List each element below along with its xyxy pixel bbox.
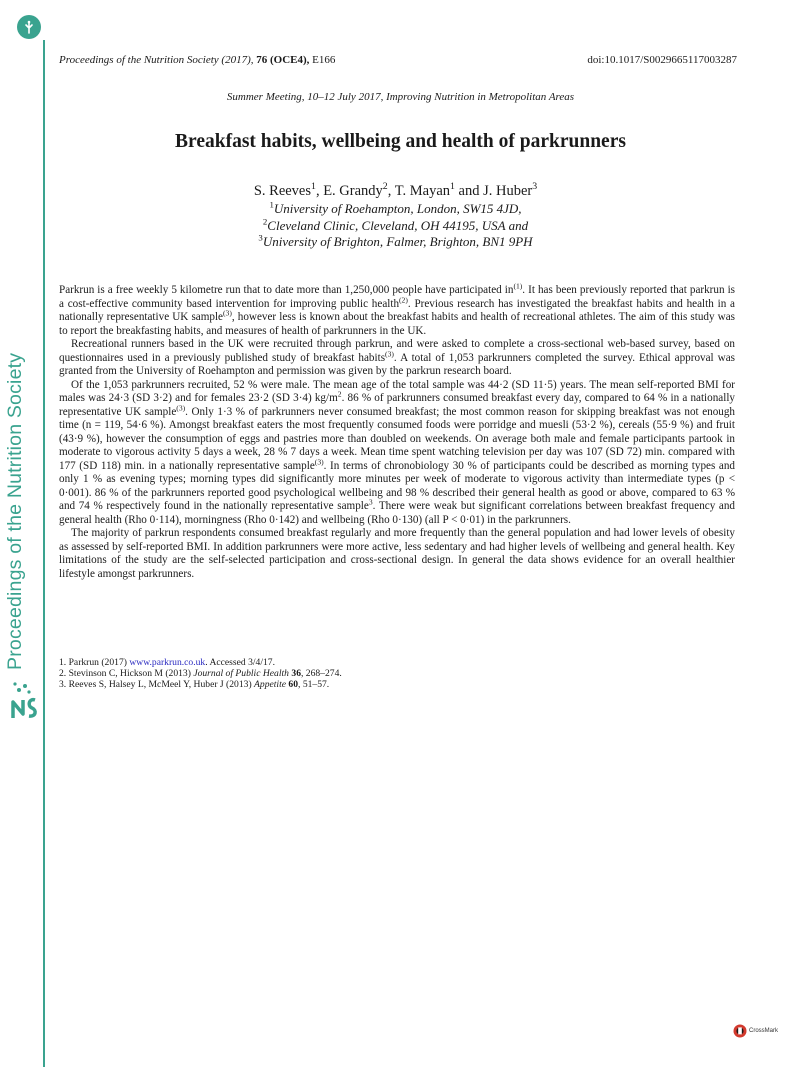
- author-separator: ,: [315, 183, 324, 199]
- ns-logo-icon: [9, 680, 39, 720]
- leaf-logo-icon: [17, 15, 41, 39]
- paragraph-conclusion: The majority of parkrun respondents consumed breakfast regularly and more frequently than the general population and had lower levels of obesity as assessed by self-reported BMI. In addition parkrunners were more active, less sedentary and had higher levels of wellbeing and general health. Key limitations of the study are the self-selected participation and cross-sectional design. In general the data shows evidence for an overall healthier lifestyle amongst parkrunners.: [59, 527, 735, 580]
- reference-item: 3. Reeves S, Halsey L, McMeel Y, Huber J (2013) Appetite 60, 51–57.: [59, 679, 330, 691]
- journal-volume: 76 (OCE4),: [256, 54, 310, 66]
- crossmark-badge[interactable]: [733, 1024, 778, 1038]
- affiliation-text: Cleveland Clinic, Cleveland, OH 44195, USA and: [267, 218, 529, 233]
- paragraph-methods: Recreational runners based in the UK were recruited through parkrun, and were asked to complete a cross-sectional web-based survey, based on questionnaires used in a previously published study of breakfast habits$^{(3)}$. A total of 1,053 parkrunners completed the survey. Ethical approval was granted from the University of Roehampton and permission was given by the parkrun research board.: [59, 338, 736, 377]
- author: J. Huber: [483, 183, 533, 199]
- crossmark-label: CrossMark: [749, 1028, 779, 1034]
- abstract-body: [59, 281, 736, 581]
- author: E. Grandy: [323, 183, 383, 199]
- author-list: [0, 183, 791, 200]
- affiliation-number: 3: [258, 232, 263, 243]
- journal-name: Proceedings of the Nutrition Society: [59, 54, 219, 66]
- paragraph-results: Of the 1,053 parkrunners recruited, 52 % were male. The mean age of the total sample was 44·2 (SD 11·5) years. The mean self-reported BMI for males was 24·3 (SD 3·2) and for females 23·2 (SD 3·4) $kg/m^2$. 86 % of parkrunners consumed breakfast every day, compared to 64 % in a nationally representative UK sample$^{(3)}$. Only 1·3 % of parkrunners never consumed breakfast; the most common reason for skipping breakfast was not enough time (n = 119, 54·6 %). Amongst breakfast eaters the most frequently consumed foods were porridge and muesli (53·2 %), cereals (55·9 %) and fruit (43·9 %), however the consumption of eggs and pastries more than doubled on weekends. On average both male and female participants partook in moderate to vigorous activity 5 days a week, 28 % 7 days a week. Mean time spent watching television per day was 107 (SD 72) min. compared with 177 (SD 118) min. in a nationally representative sample$^{(3)}$. In terms of chronobiology 30 % of participants could be described as morning types and only 1 % as evening types; morning types did significantly more minutes per week of moderate to vigorous activity than intermediate types (p < 0·001). 86 % of the parkrunners reported good psychological wellbeing and 98 % described their general health as good or above, compared to 63 % and 74 % respectively found in the nationally representative sample$^3$. There were weak but significant correlations between breakfast frequency and general health (Rho 0·114), morningness (Rho 0·142) and wellbeing (Rho 0·130) (all P < 0·01) in the parkrunners.: [59, 378, 735, 526]
- journal-citation: [59, 54, 335, 66]
- article-title: Breakfast habits, wellbeing and health of parkrunners: [175, 131, 626, 152]
- author-affiliation-mark: 1: [450, 181, 455, 193]
- journal-page: E166: [312, 54, 336, 66]
- reference-item[interactable]: 1. Parkrun (2017) www.parkrun.co.uk. Accessed 3/4/17.: [59, 657, 275, 668]
- meeting-line: Summer Meeting, 10–12 July 2017, Improving Nutrition in Metropolitan Areas: [226, 91, 575, 103]
- author-affiliation-mark: 1: [311, 181, 316, 193]
- reference-list: [59, 657, 735, 691]
- journal-side-title: Proceedings of the Nutrition Society: [4, 352, 26, 670]
- author-affiliation-mark: 3: [532, 181, 538, 193]
- affiliation-text: University of Brighton, Falmer, Brighton, BN1 9PH: [262, 234, 533, 249]
- author: S. Reeves: [253, 183, 312, 199]
- affiliation: [0, 218, 791, 234]
- affiliation: [0, 234, 791, 250]
- paragraph-introduction: Parkrun is a free weekly 5 kilometre run that to date more than 1,250,000 people have participated $in^{(1)}$. It has been previously reported that parkrun is a cost-effective community based intervention for improving public health$^{(2)}$. Previous research has investigated the breakfast habits and health in a nationally representative UK sample$^{(3)}$, however less is known about the breakfast habits and health of recreational athletes. The aim of this study was to report the breakfasting habits, and measures of health of parkrunners in the UK.: [59, 281, 736, 337]
- author-separator: and: [454, 183, 484, 199]
- affiliation-text: University of Roehampton, London, SW15 4JD,: [273, 201, 522, 216]
- affiliation-number: 2: [262, 216, 268, 227]
- author: T. Mayan: [394, 183, 450, 199]
- affiliation-number: 1: [269, 199, 274, 210]
- affiliation: [0, 201, 791, 217]
- crossmark-icon: [733, 1024, 747, 1038]
- journal-year: (2017),: [221, 54, 254, 66]
- author-affiliation-mark: 2: [382, 181, 388, 193]
- doi[interactable]: doi:10.1017/S0029665117003287: [587, 54, 737, 66]
- author-separator: ,: [387, 183, 395, 199]
- reference-item: 2. Stevinson C, Hickson M (2013) Journal of Public Health 36, 268–274.: [59, 668, 342, 680]
